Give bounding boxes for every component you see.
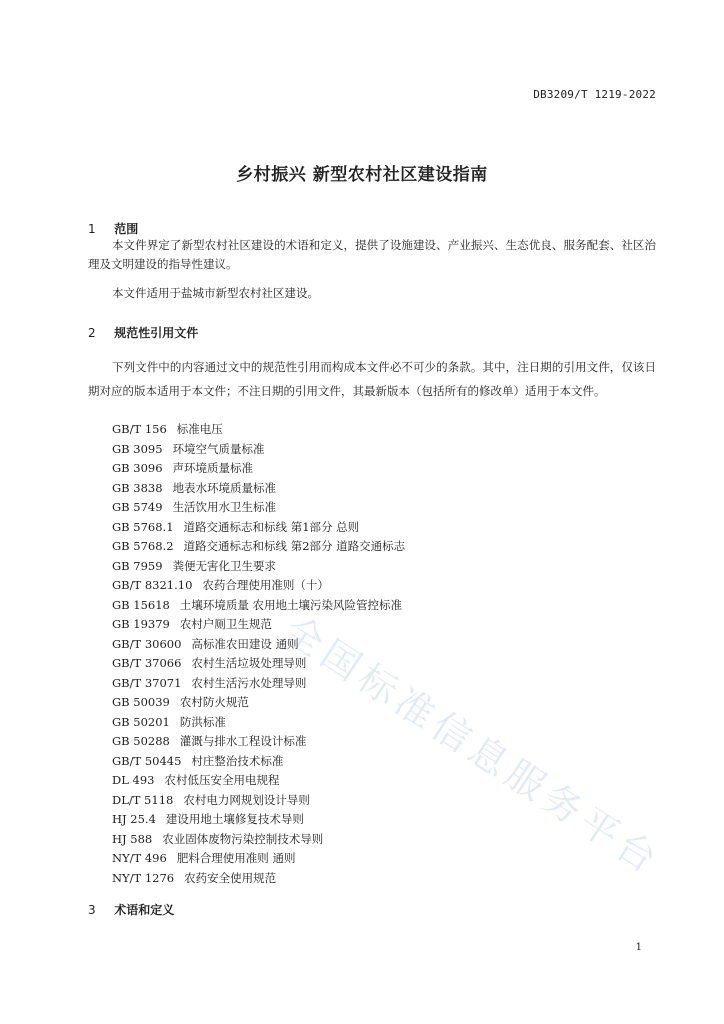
reference-code: DL 493 bbox=[112, 773, 155, 787]
reference-code: GB/T 37071 bbox=[112, 675, 182, 690]
references-intro: 下列文件中的内容通过文中的规范性引用而构成本文件必不可少的条款。其中，注日期的引用文件，仅该日期对应的版本适用于本文件；不注日期的引用文件，其最新版本（包括所有的修改单）适用于本文件。 bbox=[88, 360, 656, 398]
reference-title: 农药合理使用准则（十） bbox=[202, 578, 329, 592]
reference-code: GB/T 8321.10 bbox=[112, 578, 193, 592]
reference-item bbox=[112, 869, 405, 889]
document-code: DB3209/T 1219-2022 bbox=[533, 88, 656, 101]
reference-item bbox=[112, 830, 405, 850]
reference-item bbox=[112, 440, 405, 460]
document-title: 乡村振兴 新型农村社区建设指南 bbox=[236, 165, 488, 185]
reference-title: 灌溉与排水工程设计标准 bbox=[179, 734, 307, 748]
reference-item bbox=[112, 537, 405, 557]
reference-item bbox=[112, 732, 405, 752]
reference-item bbox=[112, 557, 405, 577]
reference-code: DL/T 5118 bbox=[112, 792, 174, 807]
section-title: 术语和定义 bbox=[114, 903, 175, 917]
reference-code: GB/T 37066 bbox=[112, 656, 182, 670]
section-number: 2 bbox=[88, 326, 96, 340]
section-title: 规范性引用文件 bbox=[114, 326, 199, 340]
reference-code: GB 50288 bbox=[112, 734, 170, 748]
reference-title: 生活饮用水卫生标准 bbox=[172, 500, 277, 514]
reference-code: GB 3095 bbox=[112, 441, 163, 456]
reference-title: 农村电力网规划设计导则 bbox=[183, 792, 310, 807]
section-heading-scope bbox=[88, 220, 138, 237]
reference-item bbox=[112, 615, 405, 635]
reference-item bbox=[112, 771, 405, 791]
section-heading-references bbox=[88, 324, 198, 341]
reference-title: 道路交通标志和标线 第1部分 总则 bbox=[183, 519, 360, 534]
page-number: 1 bbox=[635, 942, 642, 953]
reference-title: 建设用地土壤修复技术导则 bbox=[165, 812, 304, 826]
reference-code: HJ 25.4 bbox=[112, 812, 156, 826]
reference-item bbox=[112, 498, 405, 518]
reference-item bbox=[112, 420, 405, 440]
section-number: 1 bbox=[88, 222, 96, 236]
reference-item bbox=[112, 518, 405, 538]
reference-code: GB 5768.1 bbox=[112, 519, 174, 534]
reference-code: NY/T 1276 bbox=[112, 870, 175, 885]
reference-title: 农村低压安全用电规程 bbox=[164, 773, 280, 787]
reference-code: GB/T 50445 bbox=[112, 753, 182, 768]
reference-title: 农村生活污水处理导则 bbox=[191, 675, 307, 690]
reference-code: NY/T 496 bbox=[112, 851, 167, 865]
reference-code: GB 19379 bbox=[112, 617, 170, 631]
reference-title: 村庄整治技术标准 bbox=[191, 753, 284, 768]
reference-code: HJ 588 bbox=[112, 831, 153, 846]
reference-title: 高标准农田建设 通则 bbox=[191, 636, 299, 651]
watermark: 全国标准信息服务平台 bbox=[276, 607, 670, 885]
reference-item bbox=[112, 752, 405, 772]
reference-code: GB/T 156 bbox=[112, 422, 167, 436]
reference-code: GB 5768.2 bbox=[112, 539, 174, 553]
reference-title: 农药安全使用规范 bbox=[184, 870, 277, 885]
reference-title: 农村户厕卫生规范 bbox=[179, 617, 272, 631]
reference-title: 道路交通标志和标线 第2部分 道路交通标志 bbox=[183, 539, 406, 553]
reference-title: 防洪标准 bbox=[179, 714, 226, 729]
reference-item bbox=[112, 810, 405, 830]
reference-title: 农村防火规范 bbox=[179, 695, 249, 709]
reference-item bbox=[112, 713, 405, 733]
section-title: 范围 bbox=[114, 222, 139, 236]
reference-title: 土壤环境质量 农用地土壤污染风险管控标准 bbox=[179, 597, 403, 612]
reference-item bbox=[112, 791, 405, 811]
reference-title: 声环境质量标准 bbox=[172, 461, 254, 475]
reference-item bbox=[112, 459, 405, 479]
reference-title: 农业固体废物污染控制技术导则 bbox=[162, 831, 324, 846]
scope-paragraph-2: 本文件适用于盐城市新型农村社区建设。 bbox=[112, 286, 319, 300]
section-number: 3 bbox=[88, 903, 96, 917]
reference-code: GB 50201 bbox=[112, 714, 170, 729]
reference-title: 肥料合理使用准则 通则 bbox=[176, 851, 296, 865]
reference-item bbox=[112, 849, 405, 869]
section-heading-terms bbox=[88, 901, 174, 918]
reference-code: GB 3838 bbox=[112, 480, 163, 495]
reference-item bbox=[112, 596, 405, 616]
reference-title: 农村生活垃圾处理导则 bbox=[191, 656, 307, 670]
reference-title: 标准电压 bbox=[176, 422, 223, 436]
reference-code: GB 7959 bbox=[112, 558, 163, 573]
reference-code: GB 50039 bbox=[112, 695, 170, 709]
reference-code: GB 5749 bbox=[112, 500, 163, 514]
reference-title: 地表水环境质量标准 bbox=[172, 480, 277, 495]
reference-title: 环境空气质量标准 bbox=[172, 441, 265, 456]
reference-item bbox=[112, 576, 405, 596]
reference-code: GB/T 30600 bbox=[112, 636, 182, 651]
reference-code: GB 3096 bbox=[112, 461, 163, 475]
reference-code: GB 15618 bbox=[112, 597, 170, 612]
scope-paragraph-1: 本文件界定了新型农村社区建设的术语和定义，提供了设施建设、产业振兴、生态优良、服务配套、社区治理及文明建设的指导性建议。 bbox=[88, 238, 656, 271]
reference-title: 粪便无害化卫生要求 bbox=[172, 558, 277, 573]
reference-item bbox=[112, 479, 405, 499]
